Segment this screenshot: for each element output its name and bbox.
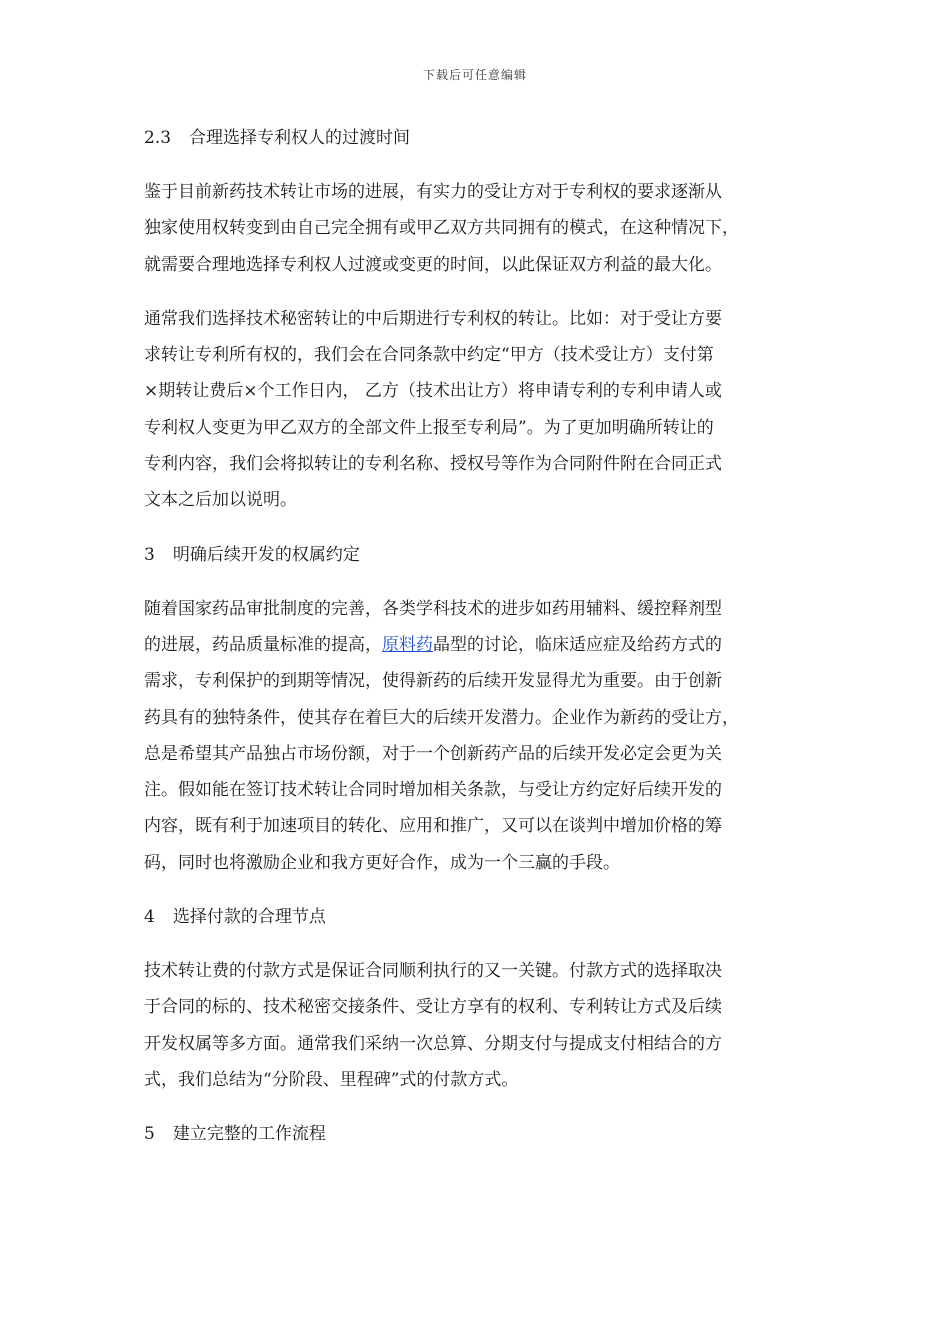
section-title: 选择付款的合理节点 [172,907,326,928]
text-line: ×期转让费后×个工作日内， 乙方（技术出让方）将申请专利的专利申请人或 [144,381,722,402]
text-line: 注。假如能在签订技术转让合同时增加相关条款，与受让方约定好后续开发的 [144,780,722,801]
paragraph [144,301,809,519]
text-line: 码，同时也将激励企业和我方更好合作，成为一个三赢的手段。 [144,852,620,873]
text-line: 专利权人变更为甲乙双方的全部文件上报至专利局”。为了更加明确所转让的 [144,417,714,438]
text-segment: 晶型的讨论，临床适应症及给药方式的 [433,634,722,655]
text-line: 需求，专利保护的到期等情况，使得新药的后续开发显得尤为重要。由于创新 [144,671,722,692]
section-number: 2.3 [144,128,172,148]
text-line [144,627,809,663]
text-line: 式，我们总结为“分阶段、里程碑”式的付款方式。 [144,1069,519,1090]
text-segment: 的进展，药品质量标准的提高， [144,634,382,655]
page-header: 下载后可任意编辑 [422,68,527,82]
text-line: 于合同的标的、技术秘密交接条件、受让方享有的权利、专利转让方式及后续 [144,997,722,1018]
section-heading-2-3 [144,120,809,156]
paragraph [144,591,809,881]
section-title: 建立完整的工作流程 [172,1124,326,1145]
text-line: 专利内容，我们会将拟转让的专利名称、授权号等作为合同附件附在合同正式 [144,454,722,475]
section-number: 5 [144,1124,155,1145]
paragraph [144,174,809,283]
paragraph [144,953,809,1098]
raw-material-drug-link[interactable]: 原料药 [382,634,433,655]
text-line: 随着国家药品审批制度的完善，各类学科技术的进步如药用辅料、缓控释剂型 [144,598,722,619]
text-line: 通常我们选择技术秘密转让的中后期进行专利权的转让。比如：对于受让方要 [144,308,722,329]
text-line: 内容，既有利于加速项目的转化、应用和推广，又可以在谈判中增加价格的筹 [144,816,722,837]
section-heading-4 [144,899,809,935]
section-title: 合理选择专利权人的过渡时间 [189,128,411,148]
document-body [144,120,809,1152]
section-heading-3 [144,537,809,573]
section-number: 3 [144,544,155,565]
section-title: 明确后续开发的权属约定 [172,544,360,565]
text-line: 就需要合理地选择专利权人过渡或变更的时间，以此保证双方利益的最大化。 [144,254,722,275]
text-line: 开发权属等多方面。通常我们采纳一次总算、分期支付与提成支付相结合的方 [144,1033,722,1054]
text-line: 技术转让费的付款方式是保证合同顺利执行的又一关键。付款方式的选择取决 [144,961,722,982]
section-number: 4 [144,907,155,928]
text-line: 总是希望其产品独占市场份额，对于一个创新药产品的后续开发必定会更为关 [144,743,722,764]
text-line: 独家使用权转变到由自己完全拥有或甲乙双方共同拥有的模式，在这种情况下， [144,218,739,239]
text-line: 鉴于目前新药技术转让市场的进展，有实力的受让方对于专利权的要求逐渐从 [144,182,722,202]
text-line: 求转让专利所有权的，我们会在合同条款中约定“甲方（技术受让方）支付第 [144,345,714,366]
text-line: 药具有的独特条件，使其存在着巨大的后续开发潜力。企业作为新药的受让方， [144,707,739,728]
section-heading-5 [144,1116,809,1152]
text-line: 文本之后加以说明。 [144,490,297,511]
